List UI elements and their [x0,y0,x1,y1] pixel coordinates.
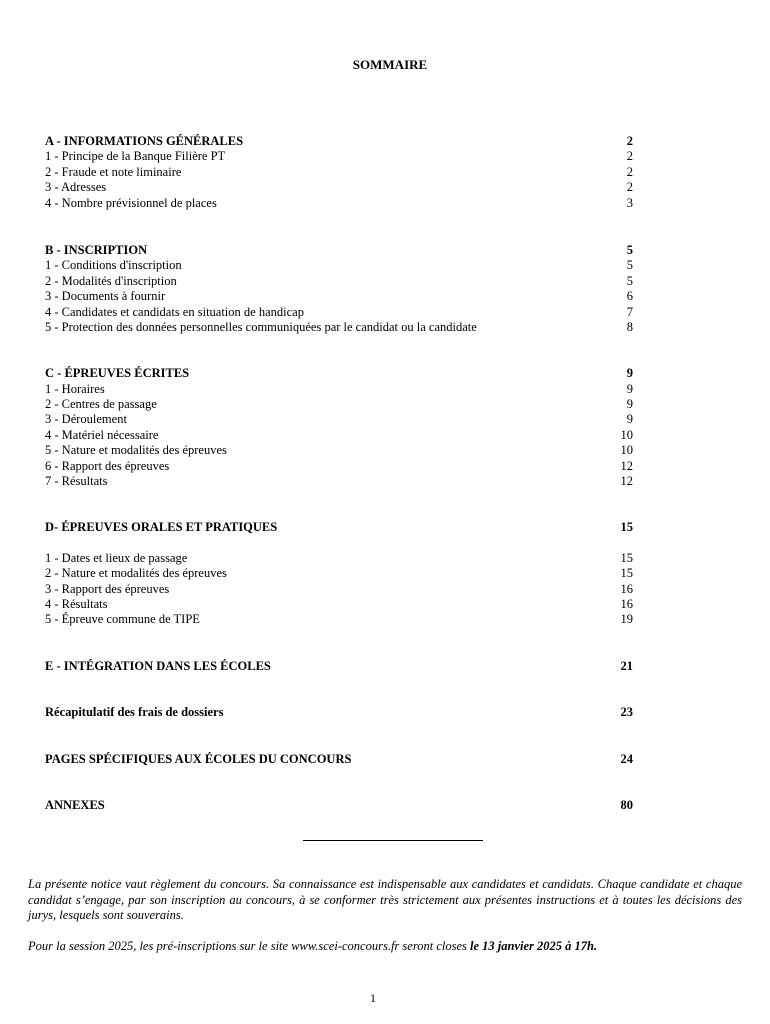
toc-page-number: 10 [620,443,633,458]
toc-item[interactable] [45,289,633,304]
toc-page-number: 2 [626,180,633,195]
toc-heading-label: Récapitulatif des frais de dossiers [45,705,224,720]
toc-page-number: 12 [620,474,633,489]
toc-heading-row[interactable] [45,705,633,720]
toc-item[interactable] [45,612,633,627]
toc-item-label: 2 - Centres de passage [45,397,157,412]
toc-page-number: 9 [626,412,633,427]
toc-item-label: 3 - Documents à fournir [45,289,166,304]
toc-page-number: 16 [620,581,633,596]
toc-heading-row[interactable] [45,659,633,674]
toc-item-label: 1 - Conditions d'inscription [45,258,182,273]
toc-item[interactable] [45,149,633,164]
toc-item-label: 3 - Déroulement [45,412,127,427]
toc-page-number: 10 [620,427,633,442]
toc-heading-row[interactable] [45,520,633,535]
toc-heading-label: A - INFORMATIONS GÉNÉRALES [45,134,244,148]
regulation-notice: La présente notice vaut règlement du concours. Sa connaissance est indispensable aux candidates et candidats. Chaque candidate et chaque candidat s’engage, par son inscription au concours, à se conformer très strictement aux présentes instructions et à toutes les décisions des jurys, lesquels sont souverains. [28,877,742,923]
separator-line [303,840,483,841]
toc-heading-row[interactable] [45,134,633,149]
toc-section-a [45,134,633,211]
toc-heading-row[interactable] [45,243,633,258]
toc-item-list [45,551,633,628]
toc-section-d [45,520,633,627]
toc-page-number: 16 [620,596,633,611]
toc-item-label: 2 - Modalités d'inscription [45,273,177,288]
toc-section-fees [45,705,633,720]
toc-page-number: 5 [626,242,633,257]
toc-item-label: 1 - Principe de la Banque Filière PT [45,149,226,164]
toc-section-annexes [45,798,633,813]
toc-item[interactable] [45,551,633,566]
toc-page-number: 80 [620,797,633,812]
toc-item[interactable] [45,474,633,489]
toc-page-number: 3 [626,195,633,210]
toc-item[interactable] [45,397,633,412]
toc-section-e [45,659,633,674]
toc-page-number: 9 [626,381,633,396]
toc-item-label: 3 - Rapport des épreuves [45,581,170,596]
toc-page-number: 15 [620,566,633,581]
toc-page-number: 2 [626,134,633,148]
toc-item[interactable] [45,320,633,335]
toc-item-label: 4 - Nombre prévisionnel de places [45,195,217,210]
toc-page-number: 23 [620,705,633,720]
toc-heading-row[interactable] [45,752,633,767]
toc-page-number: 21 [620,658,633,673]
toc-section-b [45,243,633,335]
toc-page-number: 9 [626,366,633,381]
toc-heading-row[interactable] [45,366,633,381]
toc-item[interactable] [45,196,633,211]
table-of-contents [45,134,633,813]
toc-page-number: 24 [620,751,633,766]
toc-section-c [45,366,633,489]
toc-item[interactable] [45,459,633,474]
toc-item-label: 1 - Dates et lieux de passage [45,550,188,565]
toc-heading-label: E - INTÉGRATION DANS LES ÉCOLES [45,658,271,673]
toc-page-number: 12 [620,458,633,473]
toc-heading-label: D- ÉPREUVES ORALES ET PRATIQUES [45,520,278,535]
toc-heading-label: B - INSCRIPTION [45,242,148,257]
toc-item[interactable] [45,566,633,581]
toc-page-number: 7 [626,304,633,319]
session-text: Pour la session 2025, les pré-inscriptions sur le site www.scei-concours.fr seront closes [28,939,470,953]
toc-heading-label: PAGES SPÉCIFIQUES AUX ÉCOLES DU CONCOURS [45,751,352,766]
session-notice [28,939,742,955]
toc-item-label: 4 - Résultats [45,596,108,611]
toc-item-label: 4 - Candidates et candidats en situation de handicap [45,304,304,319]
toc-item[interactable] [45,412,633,427]
toc-item[interactable] [45,382,633,397]
toc-page-number: 19 [620,612,633,627]
toc-item[interactable] [45,597,633,612]
toc-item-label: 2 - Nature et modalités des épreuves [45,566,227,581]
toc-heading-label: ANNEXES [45,797,105,812]
toc-page-number: 9 [626,397,633,412]
toc-item-label: 5 - Nature et modalités des épreuves [45,443,227,458]
toc-item[interactable] [45,443,633,458]
toc-item[interactable] [45,582,633,597]
toc-item-label: 1 - Horaires [45,381,105,396]
toc-item-label: 5 - Épreuve commune de TIPE [45,612,200,627]
toc-page-number: 8 [626,319,633,334]
toc-page-number: 6 [626,289,633,304]
toc-page-number: 5 [626,258,633,273]
page-number: 1 [370,991,376,1005]
toc-heading-row[interactable] [45,798,633,813]
toc-item[interactable] [45,428,633,443]
page-title: SOMMAIRE [352,57,428,72]
toc-item[interactable] [45,258,633,273]
toc-item[interactable] [45,274,633,289]
toc-page-number: 2 [626,164,633,179]
toc-item-label: 7 - Résultats [45,474,108,489]
toc-item-label: 6 - Rapport des épreuves [45,458,170,473]
toc-item[interactable] [45,180,633,195]
toc-item-label: 2 - Fraude et note liminaire [45,164,182,179]
toc-item-label: 3 - Adresses [45,180,107,195]
toc-item-label: 5 - Protection des données personnelles communiquées par le candidat ou la candidate [45,319,477,334]
toc-heading-label: C - ÉPREUVES ÉCRITES [45,366,190,381]
toc-item[interactable] [45,305,633,320]
toc-item[interactable] [45,165,633,180]
toc-page-number: 5 [626,273,633,288]
toc-page-number: 15 [620,550,633,565]
toc-section-school-pages [45,752,633,767]
toc-page-number: 2 [626,149,633,164]
toc-page-number: 15 [620,520,633,535]
toc-item-label: 4 - Matériel nécessaire [45,427,159,442]
session-deadline: le 13 janvier 2025 à 17h. [470,939,598,953]
